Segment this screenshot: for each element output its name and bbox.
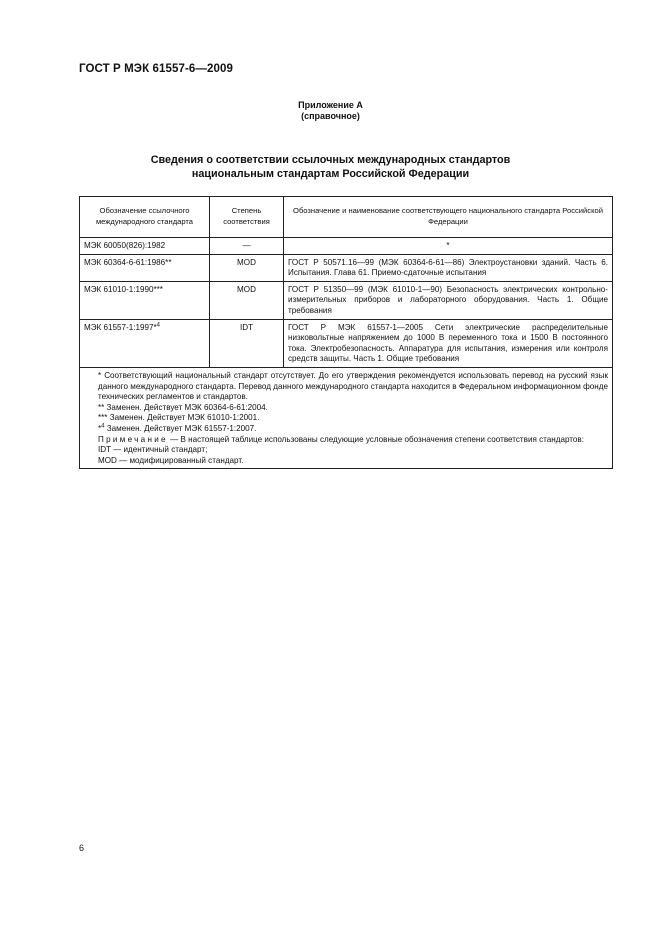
table-row [80,238,613,255]
appendix-title: Приложение А [298,100,363,110]
table-header-row [80,197,613,238]
cell-intl-standard: МЭК 60050(826):1982 [80,238,210,255]
footnote-4-text: Заменен. Действует МЭК 61557-1:2007. [104,423,257,433]
cell-intl-standard: МЭК 61010-1:1990*** [80,281,210,319]
footnote-2: ** Заменен. Действует МЭК 60364-6-61:2004. [98,402,268,412]
cell-degree: MOD [210,281,284,319]
cell-intl-standard: МЭК 60364-6-61:1986** [80,254,210,281]
page-number: 6 [79,843,85,853]
appendix-heading [0,100,661,122]
legend-idt: IDT — идентичный стандарт; [98,445,208,455]
header-degree: Степень соответствия [210,197,284,238]
footnote-4-sup: 4 [101,423,105,430]
footnote-1: * Соответствующий национальный стандарт отсутствует. До его утверждения рекомендуется использовать перевод на русский язык данного международного стандарта. Перевод данного международного стандарта находится в Федеральном информационном фонде технических регламентов и стандартов. [98,370,608,402]
header-national-standard: Обозначение и наименование соответствующего национального стандарта Российской Федерации [284,197,613,238]
header-intl-standard: Обозначение ссылочного международного стандарта [80,197,210,238]
legend-mod: MOD — модифицированный стандарт. [98,455,244,465]
cell-degree: IDT [210,319,284,367]
cell-intl-standard [80,319,210,367]
cell-national-standard: * [284,238,613,255]
table-note [84,435,608,446]
note-label: Примечание [98,434,168,444]
table-notes [80,367,613,468]
table-row [80,319,613,367]
intl-standard-footnote-sup: 4 [156,321,160,328]
document-code-header: ГОСТ Р МЭК 61557-6—2009 [79,63,233,75]
table-row [80,281,613,319]
cell-degree: — [210,238,284,255]
table-row [80,254,613,281]
appendix-subtitle: (справочное) [301,111,360,121]
section-title-line-1: Сведения о соответствии ссылочных международных стандартов [150,154,511,166]
cell-national-standard: ГОСТ Р МЭК 61557-1—2005 Сети электрические распределительные низковольтные напряжением до 1000 В переменного тока и 1500 В постоянного тока. Электробезопасность. Аппаратура для испытания, измерения или контроля средств защиты. Часть 1. Общие требования [284,319,613,367]
intl-standard-text: МЭК 61557-1:1997* [84,322,157,332]
section-title [0,154,661,181]
note-text: — В настоящей таблице использованы следующие условные обозначения степени соответствия стандартов: [167,434,584,444]
footnote-4-mark: * [98,423,102,433]
standards-correspondence-table [79,196,613,469]
footnote-4 [84,424,608,435]
table-notes-row [80,367,613,468]
cell-national-standard: ГОСТ Р 51350—99 (МЭК 61010-1—90) Безопасность электрических контрольно-измерительных приборов и лабораторного оборудования. Часть 1. Общие требования [284,281,613,319]
section-title-line-2: национальным стандартам Российской Федерации [191,167,470,180]
cell-national-standard: ГОСТ Р 50571.16—99 (МЭК 60364-6-61—86) Электроустановки зданий. Часть 6. Испытания. Глава 61. Приемо-сдаточные испытания [284,254,613,281]
cell-degree: MOD [210,254,284,281]
footnote-3: *** Заменен. Действует МЭК 61010-1:2001. [98,413,260,423]
